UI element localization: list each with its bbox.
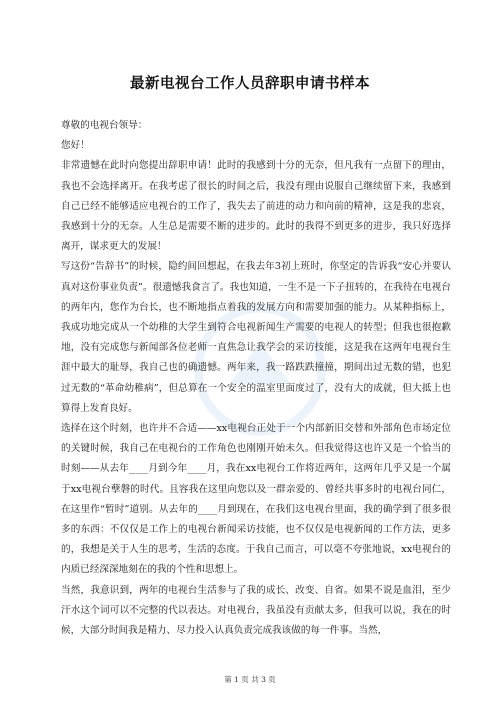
- body-paragraph: 当然，我意识到，两年的电视台生活参与了我的成长、改变、自省。如果不说是血泪，至少汗水这个词可以不完整的代以表达。对电视台，我虽没有贡献太多，但我可以说，我在的时候，大部分时间我是精力、尽力投入认真负责完成我该做的每一件事。当然，: [61, 584, 451, 637]
- body-paragraph: 写这份“告辞书”的时候，隐约间回想起，在我去年3初上班时，你坚定的告诉我“安心并要认真对这份事业负责”。很遗憾我食言了。我也知道，一生不是一下子扭转的，在我待在电视台的两年内，您作为台长，也不断地指点着我的发展方向和需要加强的能力。从某种指标上，我成功地完成从一个幼稚的大学生到符合电视新闻生产需要的电视人的转型；但我也很抱歉地，没有完成您与新闻部各位老师一直焦急让我学会的采访技能，这是我在这两年电视台生涯中最大的耻辱，我自己也的确遗憾。两年来，我一路跌跌撞撞，期间出过无数的错，也犯过无数的“革命幼稚病”，但总算在一个安全的温室里面度过了，没有大的成就，但大抵上也算得上发育良好。: [61, 261, 451, 414]
- document-body: [61, 116, 451, 641]
- greeting: 您好！: [61, 140, 90, 152]
- body-paragraph: 选择在这个时刻，也许并不合适——xx电视台正处于一个内部新旧交替和外部角色市场定位的关键时候，我自己在电视台的工作角色也刚刚开始未久。但我觉得这也许又是一个恰当的时刻——从去年____月到今年____月，我在xx电视台工作将近两年，这两年几乎又是一个属于xx电视台孽磐的时代。且容我在这里向您以及一群亲爱的、曾经共事多时的电视台同仁，在这里作“暂时”道别。从去年的____月到现在，在我们这电视台里面，我的确学到了很多很多的东西：不仅仅是工作上的电视台新闻采访技能，也不仅仅是电视新闻的工作方法，更多的，我想是关于人生的思考，生活的态度。于我自己而言，可以毫不夸张地说，xx电视台的内质已经深深地刻在的我的个性和思想上。: [61, 423, 451, 576]
- document-title: 最新电视台工作人员辞职申请书样本: [130, 76, 370, 92]
- body-paragraph: 非常遗憾在此时向您提出辞职申请！此时的我感到十分的无奈，但凡我有一点留下的理由，我也不会选择离开。在我考虑了很长的时间之后，我没有理由说服自己继续留下来，我感到自己已经不能够适应电视台的工作了，我失去了前进的动力和向前的精神，这是我的悲哀，我感到十分的无奈。人生总是需要不断的进步的。此时的我得不到更多的进步，我只好选择离开，谋求更大的发展！: [61, 160, 451, 253]
- salutation: 尊敬的电视台领导：: [61, 120, 148, 131]
- page-footer: 第 1 页 共 3 页: [224, 675, 276, 684]
